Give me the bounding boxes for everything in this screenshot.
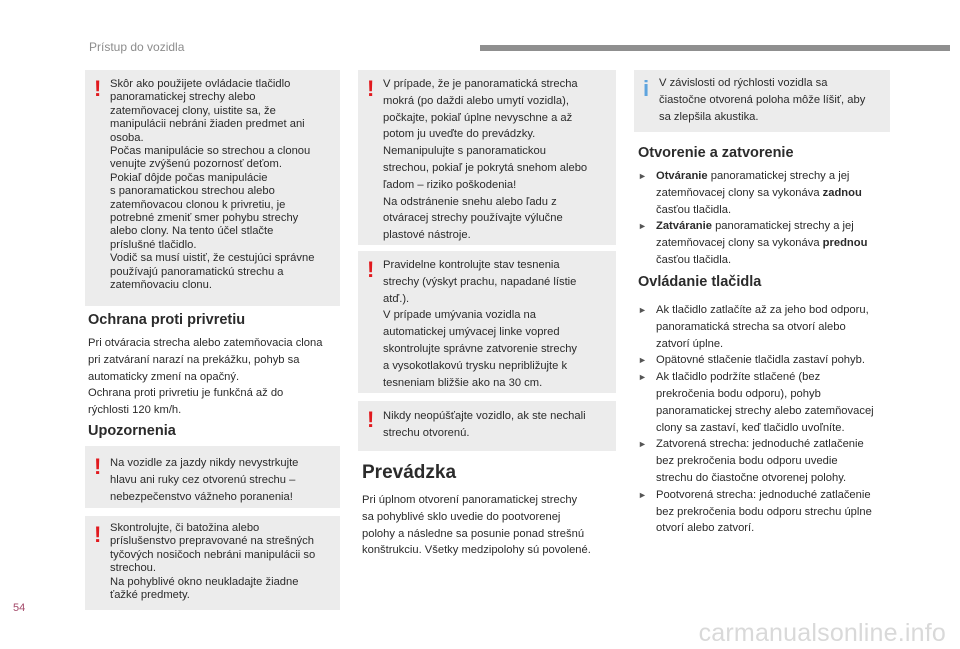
- list-item: ► Ak tlačidlo podržíte stlačené (bez prekročenia bodu odporu), pohyb panoramatickej strechy alebo zatemňovacej clony sa zastaví, keď tlačidlo uvoľníte.: [638, 371, 874, 434]
- bullet-icon: ►: [638, 305, 647, 315]
- warning-icon: !: [367, 257, 375, 282]
- warnings-heading: Upozornenia: [88, 423, 176, 439]
- list-item: ► Opätovné stlačenie tlačidla zastaví pohyb.: [638, 352, 898, 369]
- warning-text: Na vozidle za jazdy nikdy nevystrkujte hlavu ani ruky cez otvorenú strechu – nebezpečenstvo vážneho poranenia!: [110, 457, 299, 503]
- warning-icon: !: [94, 454, 102, 479]
- warning-icon: !: [367, 407, 375, 432]
- anti-pinch-heading: Ochrana proti privretiu: [88, 312, 246, 328]
- bullet-icon: ►: [638, 221, 647, 232]
- warning-box-control-safety: [85, 70, 340, 306]
- open-close-list: [638, 168, 893, 269]
- warning-box-leave-vehicle: [358, 401, 616, 451]
- header-bar: [480, 45, 950, 51]
- warning-text: V prípade, že je panoramatická strecha mokrá (po daždi alebo umytí vozidla), počkajte, pokiaľ úplne nevyschne a až potom ju uveďte do prevádzky. Nemanipulujte s panoramatickou strechou, pokiaľ je pokrytá snehom alebo ľadom – riziko poškodenia! Na odstránenie snehu alebo ľadu z otváracej strechy používajte výlučne plastové nástroje.: [383, 78, 588, 242]
- info-text: V závislosti od rýchlosti vozidla sa čiastočne otvorená poloha môže líšiť, aby sa zlepšila akustika.: [659, 77, 866, 123]
- operation-text: Pri úplnom otvorení panoramatickej strechy sa pohyblivé sklo uvedie do pootvorenej polohy a následne sa posunie ponad strešnú konštrukciu. Všetky medzipolohy sú povolené.: [362, 494, 591, 557]
- button-heading: Ovládanie tlačidla: [638, 274, 762, 290]
- list-item: ► Otváranie panoramatickej strechy a jej zatemňovacej clony sa vykonáva zadnou časťou tlačidla.: [638, 170, 862, 216]
- watermark: carmanualsonline.info: [698, 619, 946, 647]
- warning-icon: !: [94, 76, 102, 101]
- bullet-icon: ►: [638, 489, 647, 500]
- list-item: ► Ak tlačidlo zatlačíte až za jeho bod odporu, panoramatická strecha sa otvorí alebo zatvorí úplne.: [638, 304, 869, 350]
- bullet-icon: ►: [638, 355, 647, 366]
- warning-box-luggage: [85, 516, 340, 610]
- warning-text: Skôr ako použijete ovládacie tlačidlo panoramatickej strechy alebo zatemňovacej clony, uistite sa, že manipulácii nebráni žiaden predmet ani osoba. Počas manipulácie so strechou a clonou venujte zvýšenú pozornosť deťom. Pokiaľ dôjde počas manipulácie s panoramatickou strechou alebo zatemňovacou clonou k privretiu, je potrebné zmeniť smer pohybu strechy alebo clony. Na tento účel stlačte príslušné tlačidlo. Vodič sa musí uistiť, že cestujúci správne používajú panoramatickú strechu a zatemňovaciu clonu.: [110, 78, 315, 292]
- bullet-icon: ►: [638, 439, 647, 450]
- warning-text: Skontrolujte, či batožina alebo príslušenstvo prepravované na strešných tyčových nosičoch nebráni manipulácii so strechou. Na pohyblivé okno neukladajte žiadne ťažké predmety.: [110, 522, 316, 602]
- list-item: ► Pootvorená strecha: jednoduché zatlačenie bez prekročenia bodu odporu strechu úplne otvorí alebo zatvorí.: [638, 488, 872, 535]
- page-number: 54: [13, 602, 26, 614]
- list-item: ► Zatvorená strecha: jednoduché zatlačenie bez prekročenia bodu odporu uvedie strechu do čiastočne otvorenej polohy.: [638, 438, 864, 484]
- warning-icon: !: [367, 76, 375, 101]
- warning-box-seals: [358, 251, 616, 393]
- anti-pinch-text: Pri otváracia strecha alebo zatemňovacia clona pri zatváraní narazí na prekážku, pohyb sa automaticky zmení na opačný. Ochrana proti privretiu je funkčná až do rýchlosti 120 km/h.: [88, 337, 323, 417]
- open-close-heading: Otvorenie a zatvorenie: [638, 145, 794, 161]
- warning-text: Nikdy neopúšťajte vozidlo, ak ste nechali strechu otvorenú.: [383, 410, 586, 439]
- info-icon: i: [643, 76, 650, 101]
- info-box-acoustics: [634, 70, 890, 132]
- warning-icon: !: [94, 522, 102, 547]
- warning-text: Pravidelne kontrolujte stav tesnenia strechy (výskyt prachu, napadané lístie atď.). V prípade umývania vozidla na automatickej umývacej linke vopred skontrolujte správne zatvorenie strechy a vysokotlakovú trysku nepribližujte k tesneniam bližšie ako na 30 cm.: [383, 259, 578, 389]
- warning-box-wet-roof: [358, 70, 616, 245]
- button-operation-list: [638, 302, 898, 537]
- bullet-icon: ►: [638, 372, 647, 383]
- list-item: ► Zatváranie panoramatickej strechy a jej zatemňovacej clony sa vykonáva prednou časťou tlačidla.: [638, 220, 868, 266]
- section-title: Prístup do vozidla: [89, 40, 185, 54]
- bullet-icon: ►: [638, 171, 647, 181]
- warning-box-head-hands: [85, 446, 340, 508]
- operation-heading: Prevádzka: [362, 462, 457, 483]
